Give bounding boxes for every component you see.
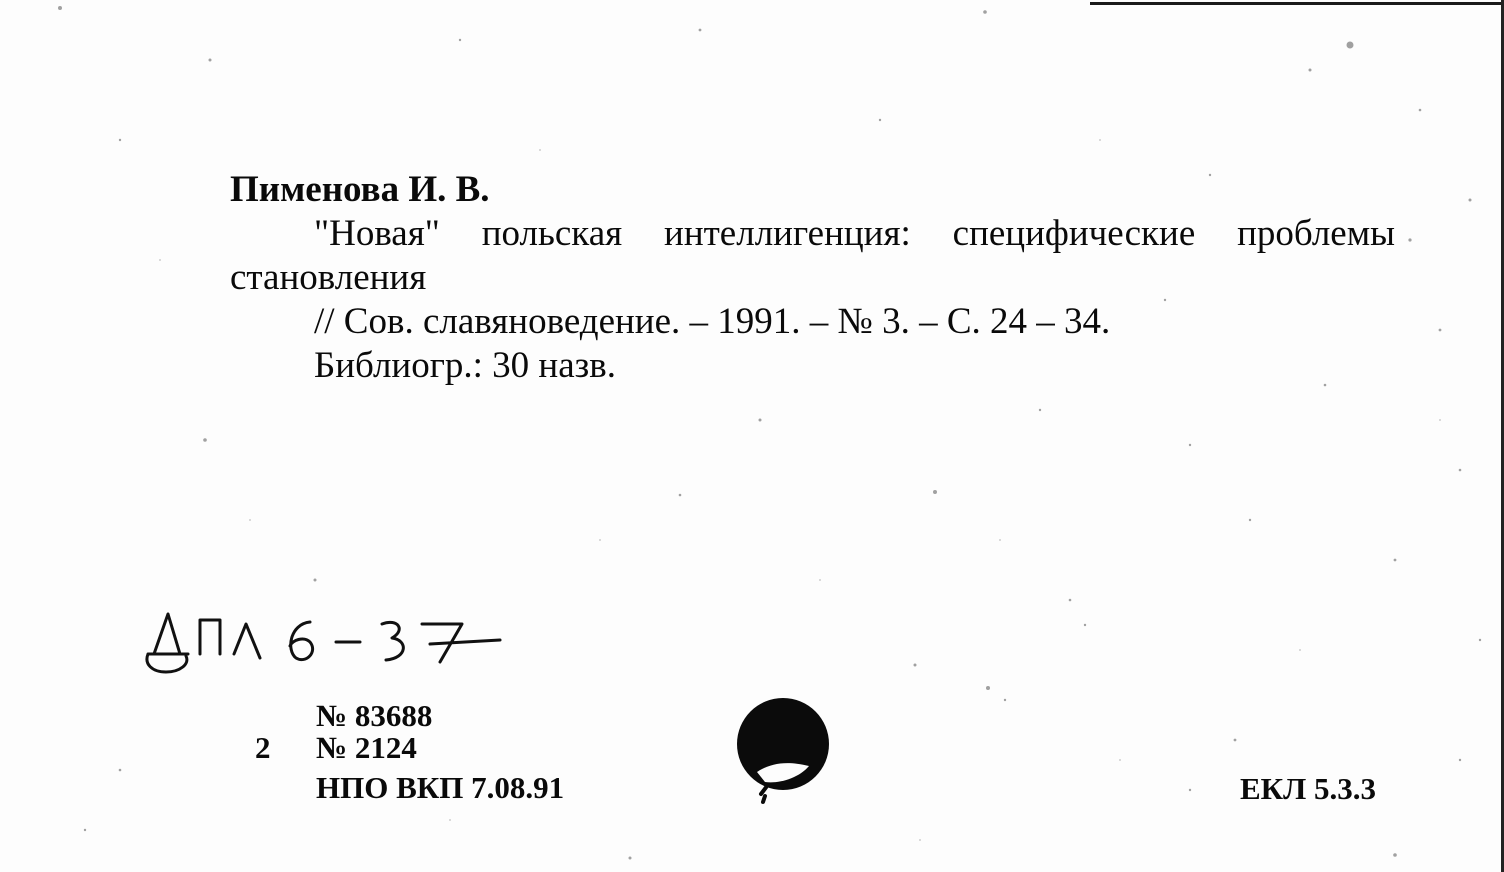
bibliography-note: Библиогр.: 30 назв.	[314, 345, 616, 386]
order-number: № 2124	[316, 730, 417, 765]
top-border-line	[1090, 2, 1504, 5]
registry-line: НПО ВКП 7.08.91	[316, 770, 565, 805]
article-title: "Новая" польская интеллигенция: специфические проблемы становления	[230, 213, 1395, 298]
handwritten-inventory-mark	[140, 600, 520, 680]
acquisition-info	[316, 700, 564, 804]
punched-hole-mark	[735, 698, 831, 810]
copy-count: 2	[255, 730, 271, 765]
source-citation: // Сов. славяноведение. – 1991. – № 3. – С. 24 – 34.	[314, 301, 1111, 342]
classification-code: ЕКЛ 5.3.3	[1240, 771, 1377, 806]
bibliographic-entry	[230, 168, 1395, 388]
author-name: Пименова И. В.	[230, 169, 490, 210]
accession-number: № 83688	[316, 698, 433, 733]
